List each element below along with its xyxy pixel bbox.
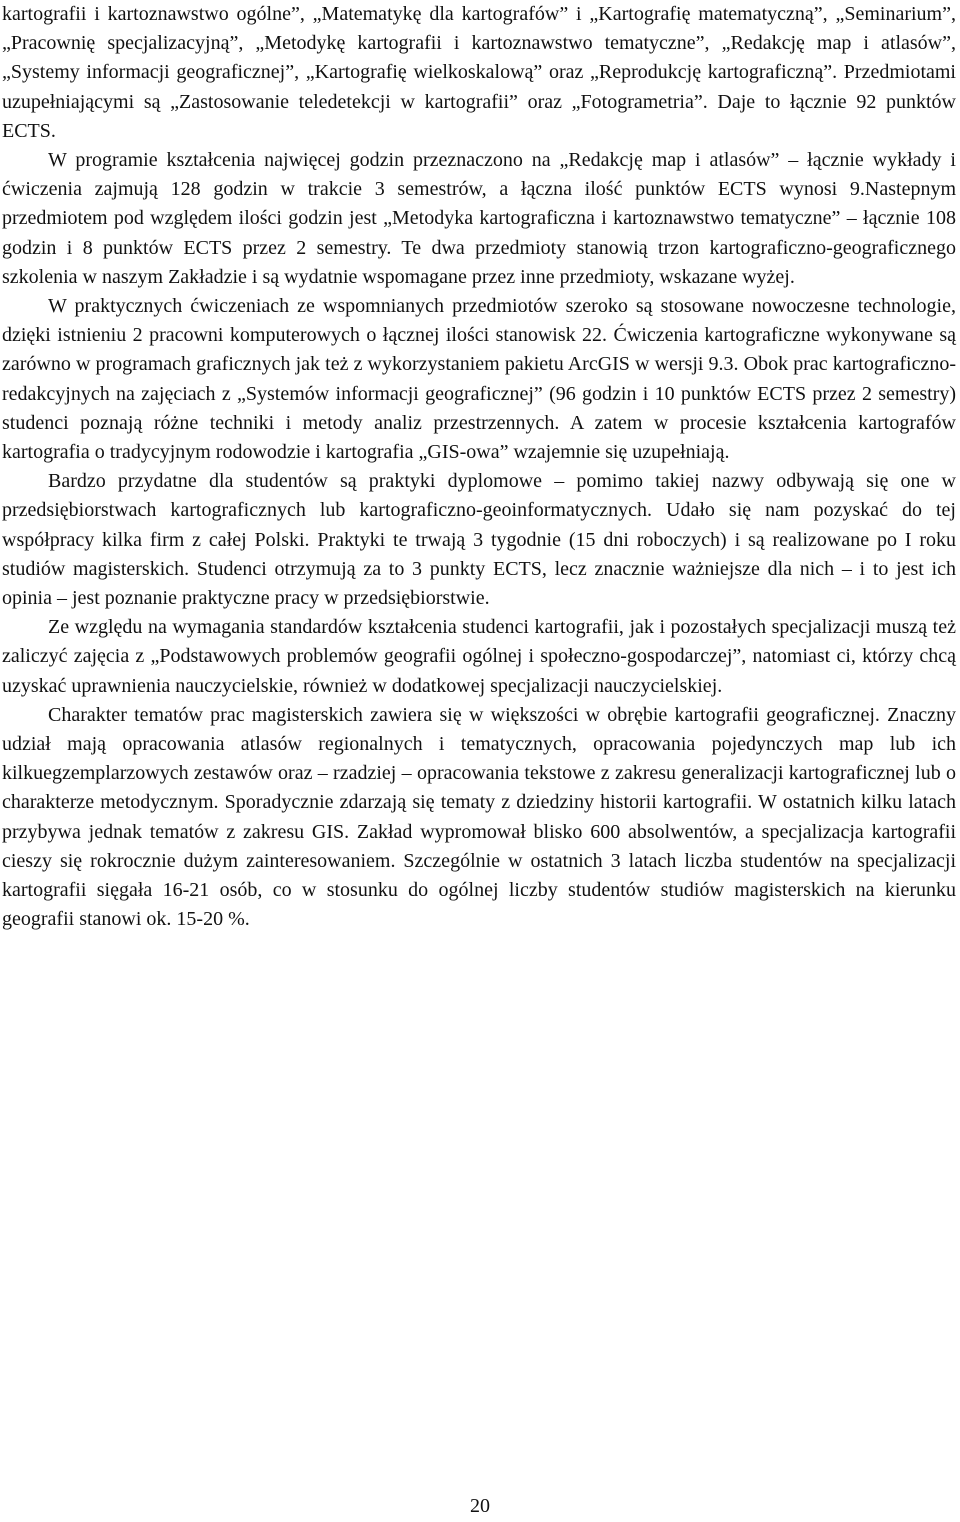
paragraph-study-program: W programie kształcenia najwięcej godzin przeznaczono na „Redakcję map i atlasów” – łącznie wykłady i ćwiczenia zajmują 128 godzin w trakcie 3 semestrów, a łączna ilość punktów ECTS wynosi 9.Nastepnym przedmiotem pod względem ilości godzin jest „Metodyka kartograficzna i kartoznawstwo tematyczne” – łącznie 108 godzin i 8 punktów ECTS przez 2 semestry. Te dwa przedmioty stanowią trzon kartograficzno-geograficznego szkolenia w naszym Zakładzie i są wydatnie wspomagane przez inne przedmioty, wskazane wyżej. [2,149,956,288]
paragraph-thesis-topics: Charakter tematów prac magisterskich zawiera się w większości w obrębie kartografii geograficznej. Znaczny udział mają opracowania atlasów regionalnych i tematycznych, opracowania pojedynczych map lub ich kilkuegzemplarzowych zestawów oraz – rzadziej – opracowania tekstowe z zakresu generalizacji kartograficznej lub o charakterze metodycznym. Sporadycznie zdarzają się tematy z dziedziny historii kartografii. W ostatnich kilku latach przybywa jednak tematów z zakresu GIS. Zakład wypromował blisko 600 absolwentów, a specjalizacja kartografii cieszy się rokrocznie dużym zainteresowaniem. Szczególnie w ostatnich 3 latach liczba studentów na specjalizacji kartografii sięgała 16-21 osób, co w stosunku do ogólnej liczby studentów studiów magisterskich na kierunku geografii stanowi ok. 15-20 %. [2,703,956,931]
page-number: 20 [470,1495,490,1517]
paragraph-course-list: kartografii i kartoznawstwo ogólne”, „Matematykę dla kartografów” i „Kartografię matematyczną”, „Seminarium”, „Pracownię specjalizacyjną”, „Metodykę kartografii i kartoznawstwo tematyczne”, „Redakcję map i atlasów”, „Systemy informacji geograficznej”, „Kartografię wielkoskalową” oraz „Reprodukcję kartograficzną”. Przedmiotami uzupełniającymi są „Zastosowanie teledetekcji w kartografii” oraz „Fotogrametria”. Daje to łącznie 92 punktów ECTS. [2,3,956,142]
paragraph-diploma-internships: Bardzo przydatne dla studentów są praktyki dyplomowe – pomimo takiej nazwy odbywają się one w przedsiębiorstwach kartograficznych lub kartograficzno-geoinformatycznych. Udało się nam pozyskać do tej współpracy kilka firm z całej Polski. Praktyki te trwają 3 tygodnie (15 dni roboczych) i są realizowane po I roku studiów magisterskich. Studenci otrzymują za to 3 punkty ECTS, lecz znacznie ważniejsze dla nich – i to jest ich opinia – jest poznanie praktyczne pracy w przedsiębiorstwie. [2,470,956,610]
paragraph-practical-exercises: W praktycznych ćwiczeniach ze wspomnianych przedmiotów szeroko są stosowane nowoczesne technologie, dzięki istnieniu 2 pracowni komputerowych o łącznej ilości stanowisk 22. Ćwiczenia kartograficzne wykonywane są zarówno w programach graficznych jak też z wykorzystaniem pakietu ArcGIS w wersji 9.3. Obok prac kartograficzno-redakcyjnych na zajęciach z „Systemów informacji geograficznej” (96 godzin i 10 punktów ECTS przez 2 semestry) studenci poznają różne techniki i metody analiz przestrzennych. A zatem w procesie kształcenia kartografów kartografia o tradycyjnym rodowodzie i kartografia „GIS-owa” wzajemnie się uzupełniają. [2,295,956,464]
body-text [2,0,956,935]
paragraph-standards-requirements: Ze względu na wymagania standardów kształcenia studenci kartografii, jak i pozostałych specjalizacji muszą też zaliczyć zajęcia z „Podstawowych problemów geografii ogólnej i społeczno-gospodarczej”, natomiast ci, którzy chcą uzyskać uprawnienia nauczycielskie, również w dodatkowej specjalizacji nauczycielskiej. [2,616,956,697]
